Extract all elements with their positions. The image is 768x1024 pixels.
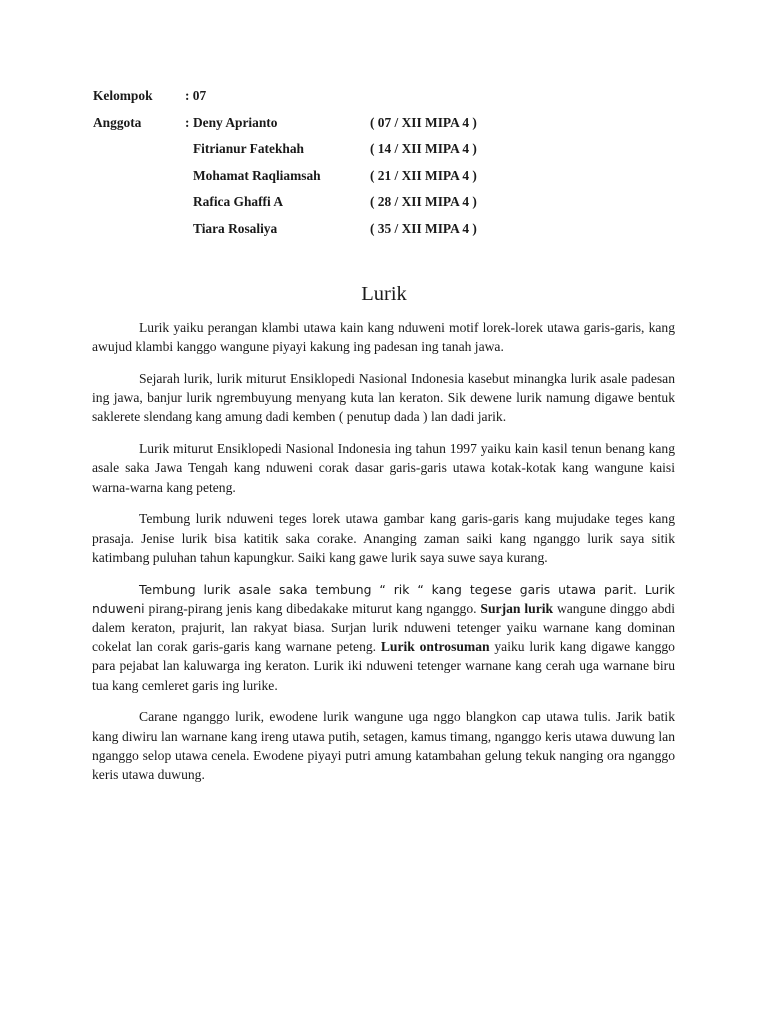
lurik-ontrosuman-term: Lurik ontrosuman	[380, 639, 490, 655]
member-name: Mohamat Raqliamsah	[193, 167, 321, 183]
members-label: Anggota	[93, 114, 142, 130]
paragraph-meaning: Tembung lurik nduweni teges lorek utawa gambar kang garis-garis kang mujudake teges kang prasaja. Jenise lurik bisa katitik saka corake. Ananging zaman saiki kang nganggo lurik saya sitik katimbang puluhan tahun kapungkur. Saiki kang gawe lurik saya suwe saya kurang.	[92, 511, 675, 565]
document-body	[92, 318, 675, 797]
member-class: ( 28 / XII MIPA 4 )	[370, 194, 477, 209]
group-label: Kelompok	[93, 88, 153, 103]
paragraph-history: Sejarah lurik, lurik miturut Ensiklopedi Nasional Indonesia kasebut minangka lurik asale padesan ing jawa, banjur lurik ngrembuyung menyang kuta lan keraton. Sik dewene lurik namung digawe bentuk saklerete slendang kang amung dadi kemben ( penutup dada ) lan dadi jarik.	[92, 371, 675, 425]
member-name: Fitrianur Fatekhah	[193, 141, 304, 156]
paragraph-definition: Lurik yaiku perangan klambi utawa kain kang nduweni motif lorek-lorek utawa garis-garis, kang awujud klambi kanggo wangune piyayi kakung ing padesan ing tanah jawa.	[92, 320, 675, 355]
document-title: Lurik	[361, 283, 407, 305]
group-value: : 07	[185, 88, 207, 103]
types-text: yaiku lurik kang digawe kanggo para pejabat lan kaluwarga ing keraton. Lurik iki nduweni tetenger warnane kang cerah uga warnane biru tua kang cemleret garis ing lurike.	[92, 639, 675, 693]
member-prefix: :	[185, 114, 190, 130]
member-name: Deny Aprianto	[193, 114, 278, 130]
member-class: ( 14 / XII MIPA 4 )	[370, 141, 477, 156]
member-class: ( 07 / XII MIPA 4 )	[370, 114, 477, 130]
paragraph-usage: Carane nganggo lurik, ewodene lurik wangune uga nggo blangkon cap utawa tulis. Jarik batik kang diwiru lan warnane kang ireng utawa putih, setagen, kamus timang, nganggo keris utawa duwung lan nganggo selop utawa cenela. Ewodene piyayi putri amung katambahan gelung tekuk nanging ora nganggo keris utawa duwung.	[92, 709, 675, 783]
types-text: wangune dinggo abdi dalem keraton, prajurit, lan rakyat biasa. Surjan lurik nduweni tetenger yaiku warnane kang dominan cokelat lan corak garis-garis kang warnane peteng.	[92, 600, 675, 655]
member-name: Tiara Rosaliya	[193, 220, 278, 236]
member-name: Rafica Ghaffi A	[193, 194, 284, 209]
member-class: ( 21 / XII MIPA 4 )	[370, 167, 477, 183]
member-class: ( 35 / XII MIPA 4 )	[370, 220, 477, 236]
types-text: pirang-pirang jenis kang dibedakake miturut kang nganggo.	[144, 600, 481, 616]
paragraph-encyclopedia: Lurik miturut Ensiklopedi Nasional Indonesia ing tahun 1997 yaiku kain kasil tenun benang kang asale saka Jawa Tengah kang nduweni corak dasar garis-garis utawa kotak-kotak kang wangune kaisi warna-warna kang peteng.	[92, 441, 675, 495]
surjan-lurik-term: Surjan lurik	[480, 600, 554, 616]
types-intro-text: Tembung lurik asale saka tembung “ rik “ kang tegese garis utawa parit. Lurik nduweni	[92, 581, 675, 616]
paragraph-types	[92, 580, 675, 695]
